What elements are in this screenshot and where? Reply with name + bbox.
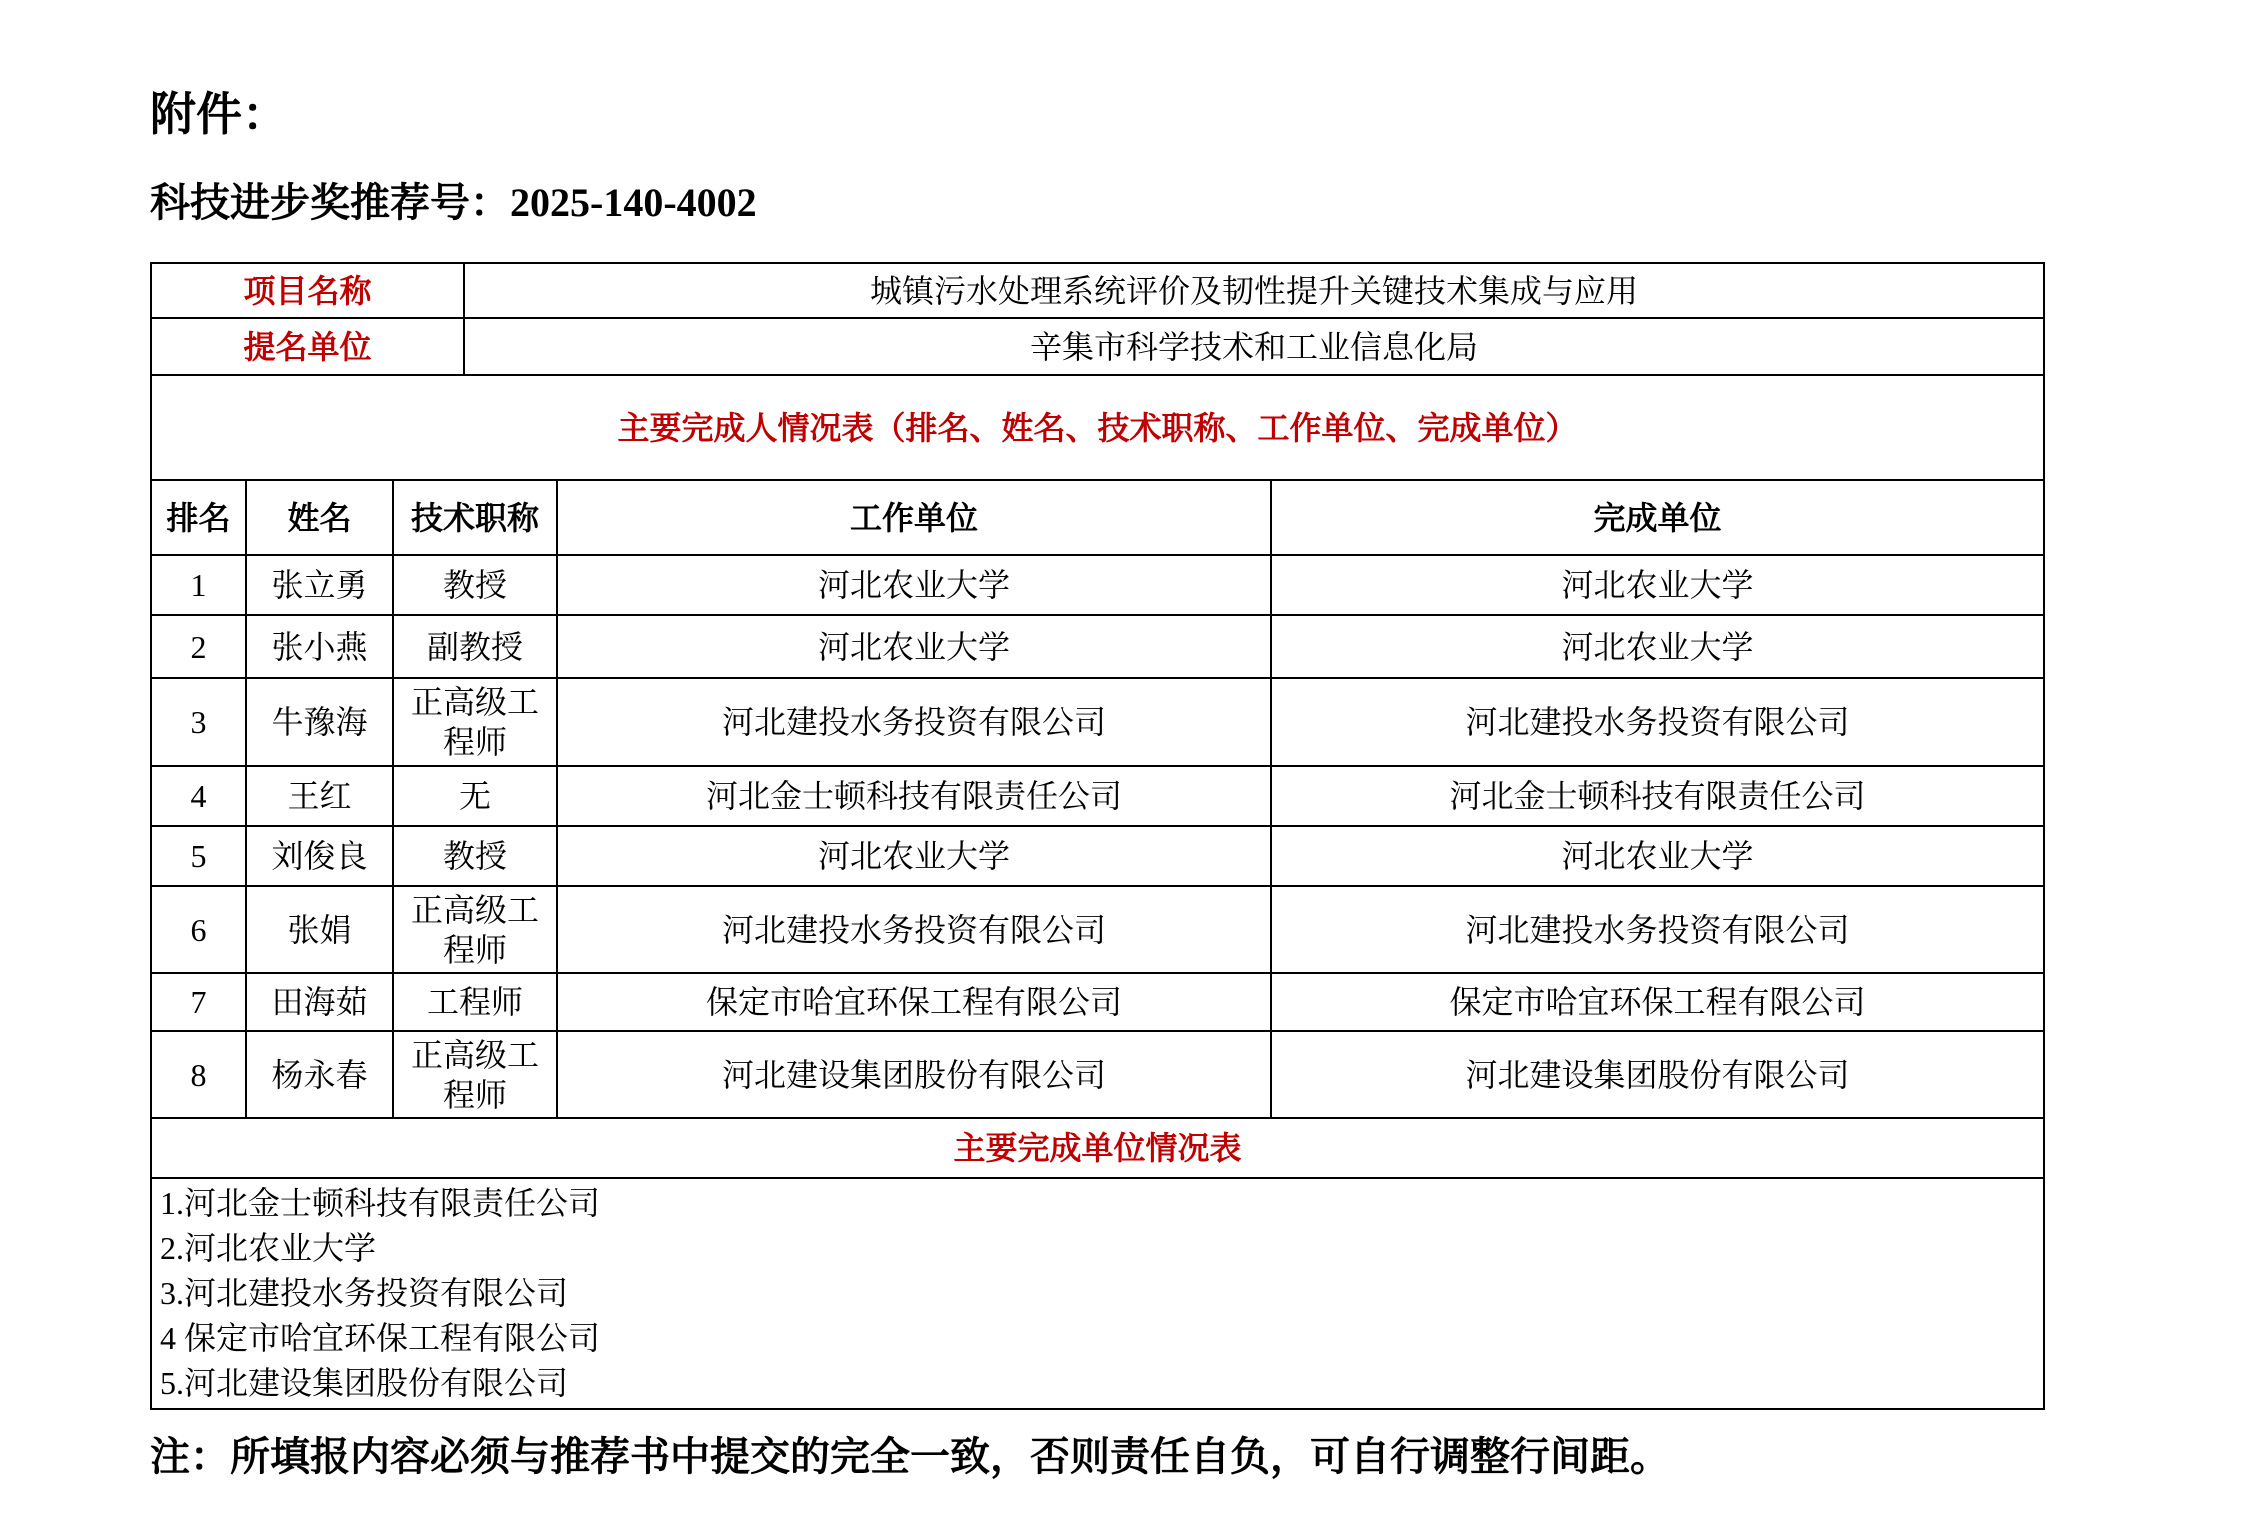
table-row <box>151 555 2044 615</box>
recommendation-number: 2025-140-4002 <box>510 180 757 225</box>
work-unit-cell: 河北建设集团股份有限公司 <box>557 1031 1271 1118</box>
work-unit-cell: 保定市哈宜环保工程有限公司 <box>557 973 1271 1031</box>
completion-unit-cell: 河北建设集团股份有限公司 <box>1271 1031 2044 1118</box>
nominating-unit-label-cell: 提名单位 <box>151 318 464 375</box>
rank-cell: 5 <box>151 826 246 886</box>
table-row <box>151 886 2044 973</box>
project-info-table <box>150 262 2045 481</box>
title-cell: 正高级工程师 <box>393 886 557 973</box>
list-item: 4 保定市哈宜环保工程有限公司 <box>160 1320 601 1356</box>
footer-note: 注：所填报内容必须与推荐书中提交的完全一致，否则责任自负，可自行调整行间距。 <box>150 1434 1670 1479</box>
table-row <box>151 678 2044 766</box>
name-cell: 张娟 <box>246 886 393 973</box>
completion-unit-cell: 河北农业大学 <box>1271 615 2044 678</box>
completion-unit-cell: 河北农业大学 <box>1271 826 2044 886</box>
completion-unit-cell: 河北建投水务投资有限公司 <box>1271 886 2044 973</box>
contributors-section-title: 主要完成人情况表（排名、姓名、技术职称、工作单位、完成单位） <box>151 375 2044 480</box>
name-cell: 田海茹 <box>246 973 393 1031</box>
header-rank: 排名 <box>151 480 246 555</box>
name-cell: 刘俊良 <box>246 826 393 886</box>
work-unit-cell: 河北建投水务投资有限公司 <box>557 886 1271 973</box>
table-row <box>151 1031 2044 1118</box>
name-cell: 王红 <box>246 766 393 826</box>
table-row <box>151 615 2044 678</box>
completion-unit-cell: 河北农业大学 <box>1271 555 2044 615</box>
completion-units-list <box>151 1178 2044 1409</box>
work-unit-cell: 河北农业大学 <box>557 555 1271 615</box>
rank-cell: 8 <box>151 1031 246 1118</box>
title-cell: 无 <box>393 766 557 826</box>
list-item: 3.河北建投水务投资有限公司 <box>160 1275 569 1311</box>
header-name: 姓名 <box>246 480 393 555</box>
table-row <box>151 973 2044 1031</box>
name-cell: 张立勇 <box>246 555 393 615</box>
rank-cell: 3 <box>151 678 246 766</box>
rank-cell: 7 <box>151 973 246 1031</box>
title-cell: 工程师 <box>393 973 557 1031</box>
completion-units-table <box>150 1117 2045 1410</box>
recommendation-number-line <box>150 180 2043 226</box>
rank-cell: 4 <box>151 766 246 826</box>
work-unit-cell: 河北农业大学 <box>557 826 1271 886</box>
title-cell: 教授 <box>393 826 557 886</box>
completion-unit-cell: 河北金士顿科技有限责任公司 <box>1271 766 2044 826</box>
name-cell: 张小燕 <box>246 615 393 678</box>
rank-cell: 6 <box>151 886 246 973</box>
table-row <box>151 826 2044 886</box>
completion-unit-cell: 河北建投水务投资有限公司 <box>1271 678 2044 766</box>
title-cell: 正高级工程师 <box>393 1031 557 1118</box>
contributors-table <box>150 479 2045 1119</box>
completion-units-section-title: 主要完成单位情况表 <box>151 1118 2044 1178</box>
rank-cell: 2 <box>151 615 246 678</box>
contributors-header-row <box>151 480 2044 555</box>
list-item: 1.河北金士顿科技有限责任公司 <box>160 1185 601 1221</box>
project-name-label-cell: 项目名称 <box>151 263 464 318</box>
completion-unit-cell: 保定市哈宜环保工程有限公司 <box>1271 973 2044 1031</box>
list-item: 5.河北建设集团股份有限公司 <box>160 1365 569 1401</box>
work-unit-cell: 河北农业大学 <box>557 615 1271 678</box>
nominating-unit-value-cell: 辛集市科学技术和工业信息化局 <box>464 318 2044 375</box>
header-title: 技术职称 <box>393 480 557 555</box>
attachment-heading: 附件： <box>150 88 288 140</box>
list-item: 2.河北农业大学 <box>160 1230 377 1266</box>
header-work-unit: 工作单位 <box>557 480 1271 555</box>
rank-cell: 1 <box>151 555 246 615</box>
recommendation-label: 科技进步奖推荐号： <box>150 180 510 225</box>
title-cell: 正高级工程师 <box>393 678 557 766</box>
header-completion-unit: 完成单位 <box>1271 480 2044 555</box>
table-row <box>151 766 2044 826</box>
work-unit-cell: 河北建投水务投资有限公司 <box>557 678 1271 766</box>
project-name-value-cell: 城镇污水处理系统评价及韧性提升关键技术集成与应用 <box>464 263 2044 318</box>
work-unit-cell: 河北金士顿科技有限责任公司 <box>557 766 1271 826</box>
title-cell: 教授 <box>393 555 557 615</box>
name-cell: 杨永春 <box>246 1031 393 1118</box>
document-page <box>150 0 2043 1482</box>
name-cell: 牛豫海 <box>246 678 393 766</box>
title-cell: 副教授 <box>393 615 557 678</box>
